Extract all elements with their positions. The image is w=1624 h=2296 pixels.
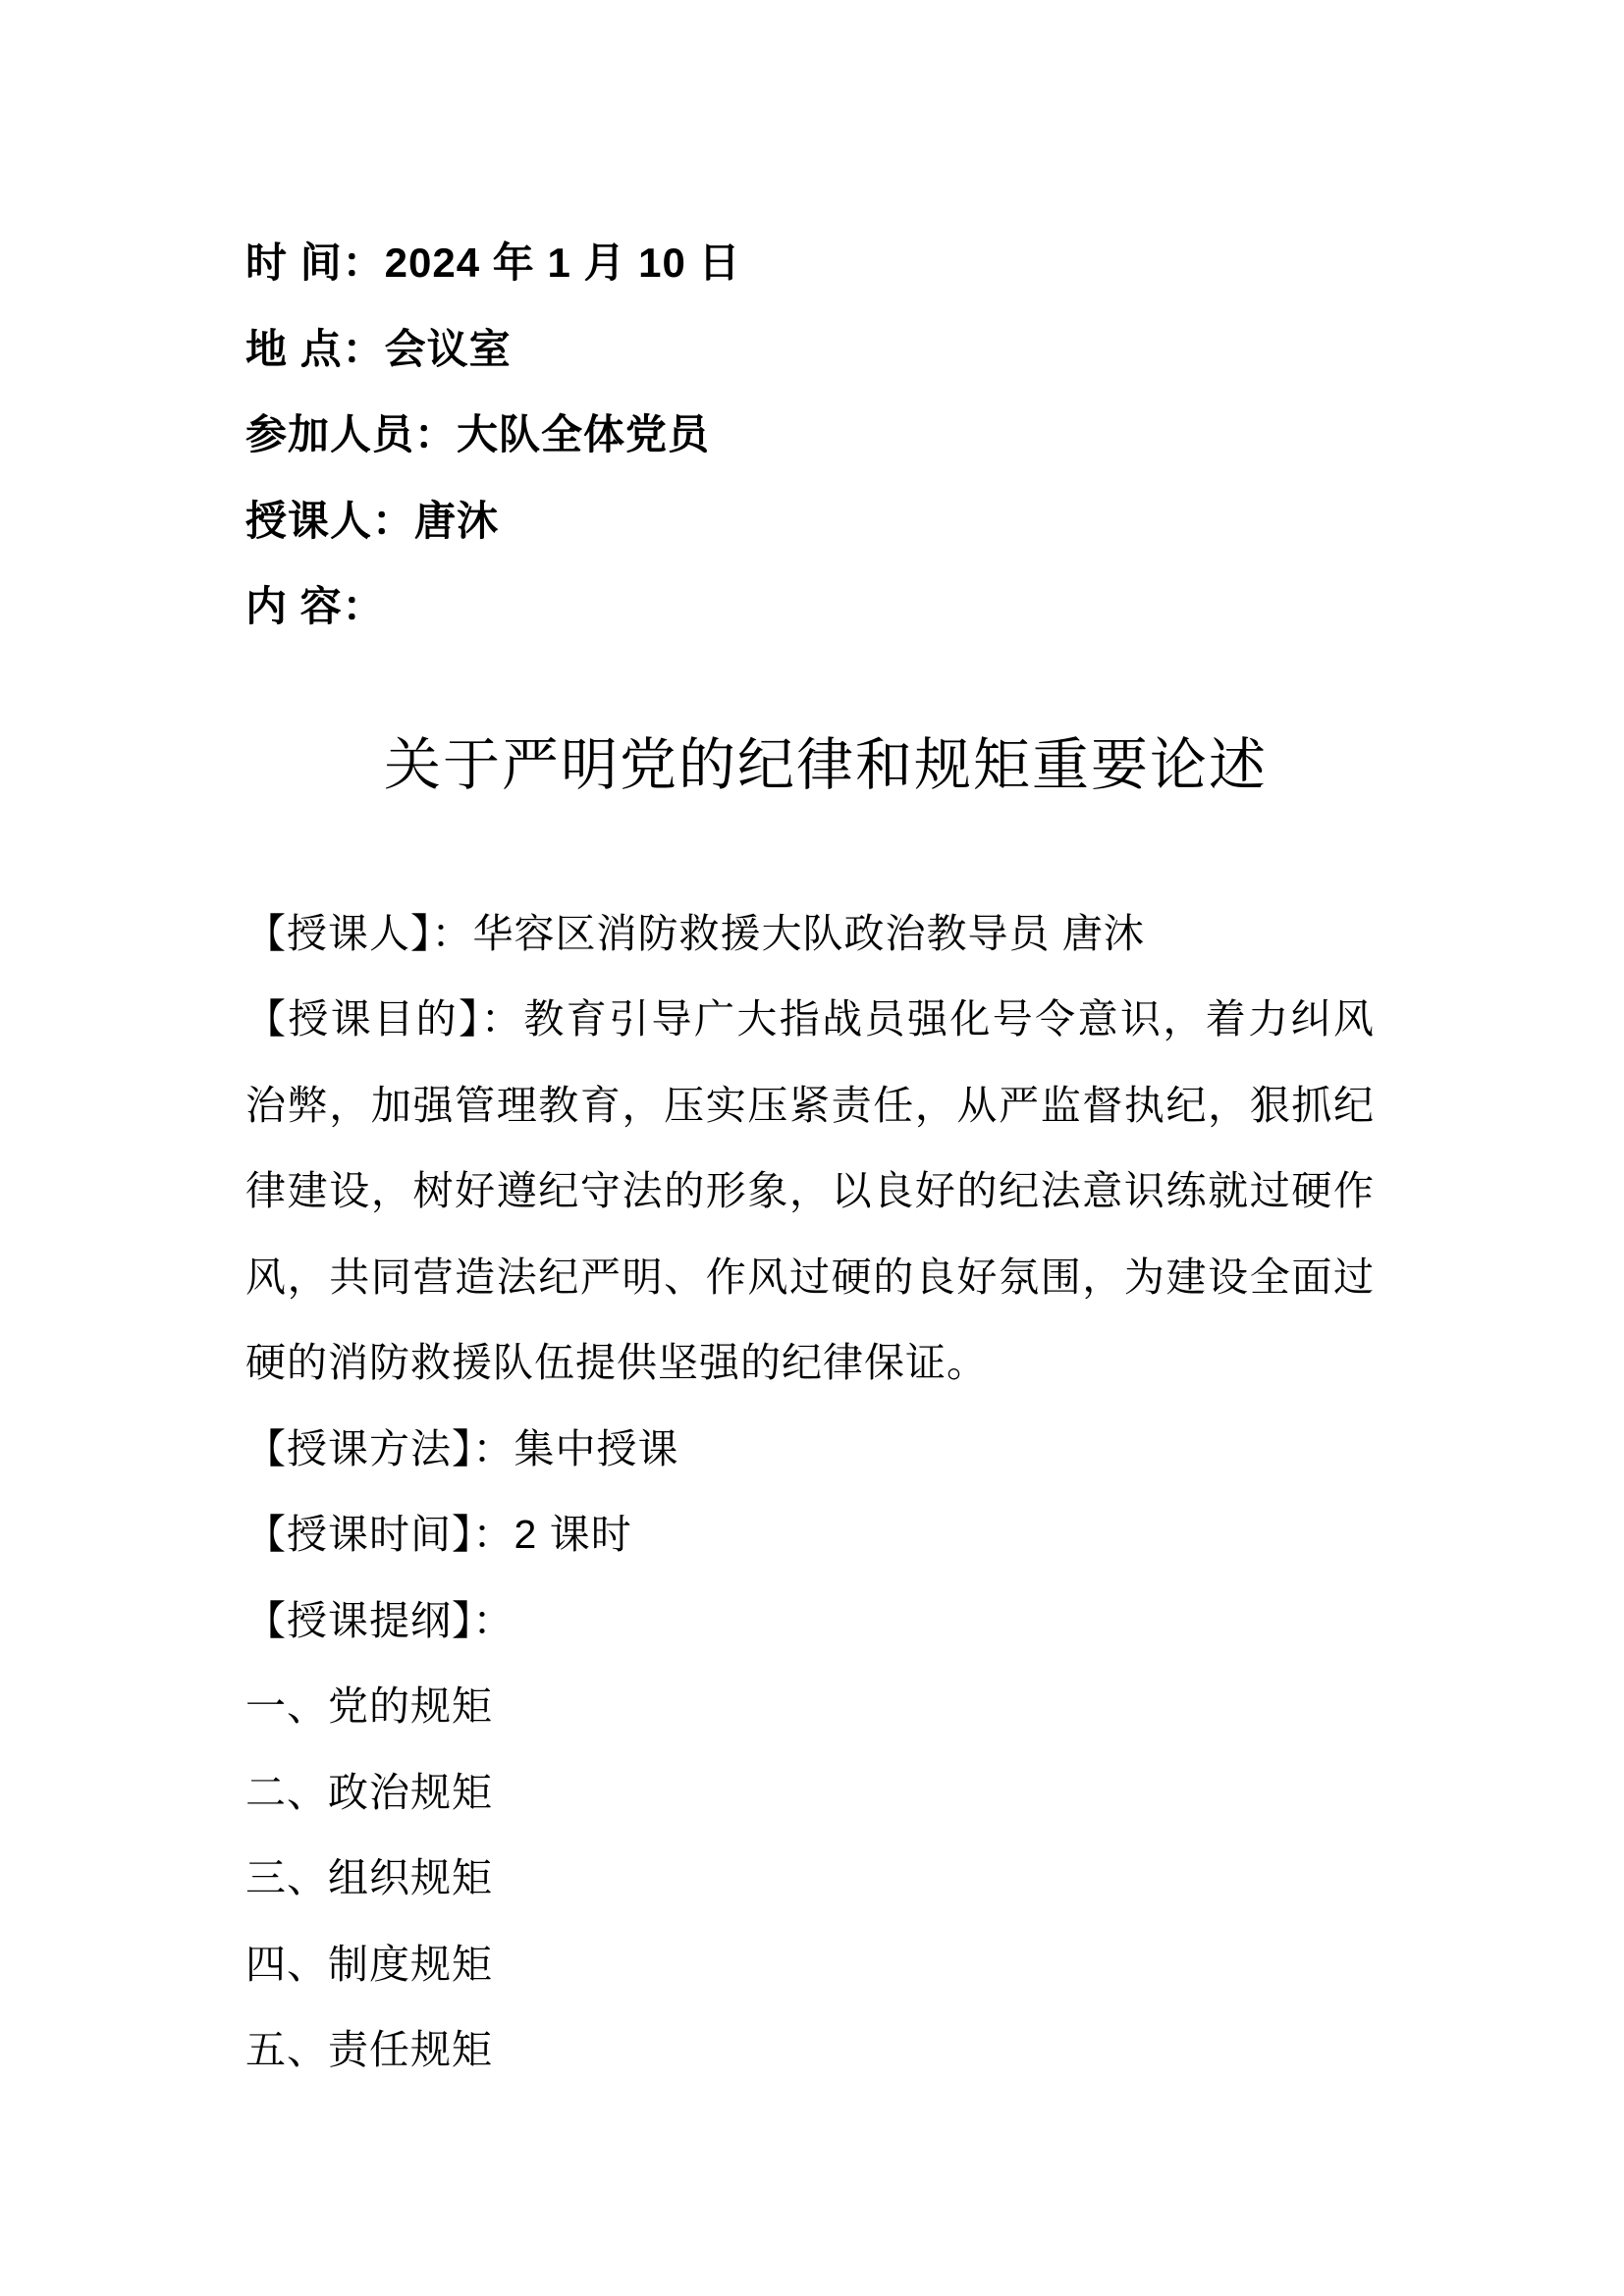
meta-line-place: 地 点：会议室	[245, 325, 512, 372]
outline-item-4: 四、制度规矩	[245, 1941, 493, 1987]
outline-list	[245, 1664, 1375, 2094]
method-line: 【授课方法】：集中授课	[245, 1425, 679, 1471]
document-title: 关于严明党的纪律和规矩重要论述	[383, 732, 1268, 797]
outline-item-2: 二、政治规矩	[245, 1769, 493, 1815]
lecturer-line: 【授课人】：华容区消防救援大队政治教导员 唐沐	[245, 910, 1145, 956]
meta-block	[245, 220, 1375, 650]
meta-line-participants: 参加人员：大队全体党员	[245, 411, 711, 457]
outline-label: 【授课提纲】：	[245, 1597, 514, 1643]
meta-line-time: 时 间：2024 年 1 月 10 日	[245, 240, 741, 286]
time-line: 【授课时间】：2 课时	[245, 1512, 632, 1557]
meta-line-lecturer: 授课人：唐沐	[245, 497, 500, 544]
meta-line-content: 内 容：	[245, 583, 385, 629]
outline-item-5: 五、责任规矩	[245, 2027, 493, 2072]
outline-item-1: 一、党的规矩	[245, 1683, 493, 1729]
purpose-paragraph: 【授课目的】：教育引导广大指战员强化号令意识，着力纠风治弊，加强管理教育，压实压紧责任，从严监督执纪，狠抓纪律建设，树好遵纪守法的形象，以良好的纪法意识练就过硬作风，共同营造法纪严明、作风过硬的良好氛围，为建设全面过硬的消防救援队伍提供坚强的纪律保证。	[245, 996, 1375, 1385]
outline-item-3: 三、组织规矩	[245, 1855, 493, 1900]
